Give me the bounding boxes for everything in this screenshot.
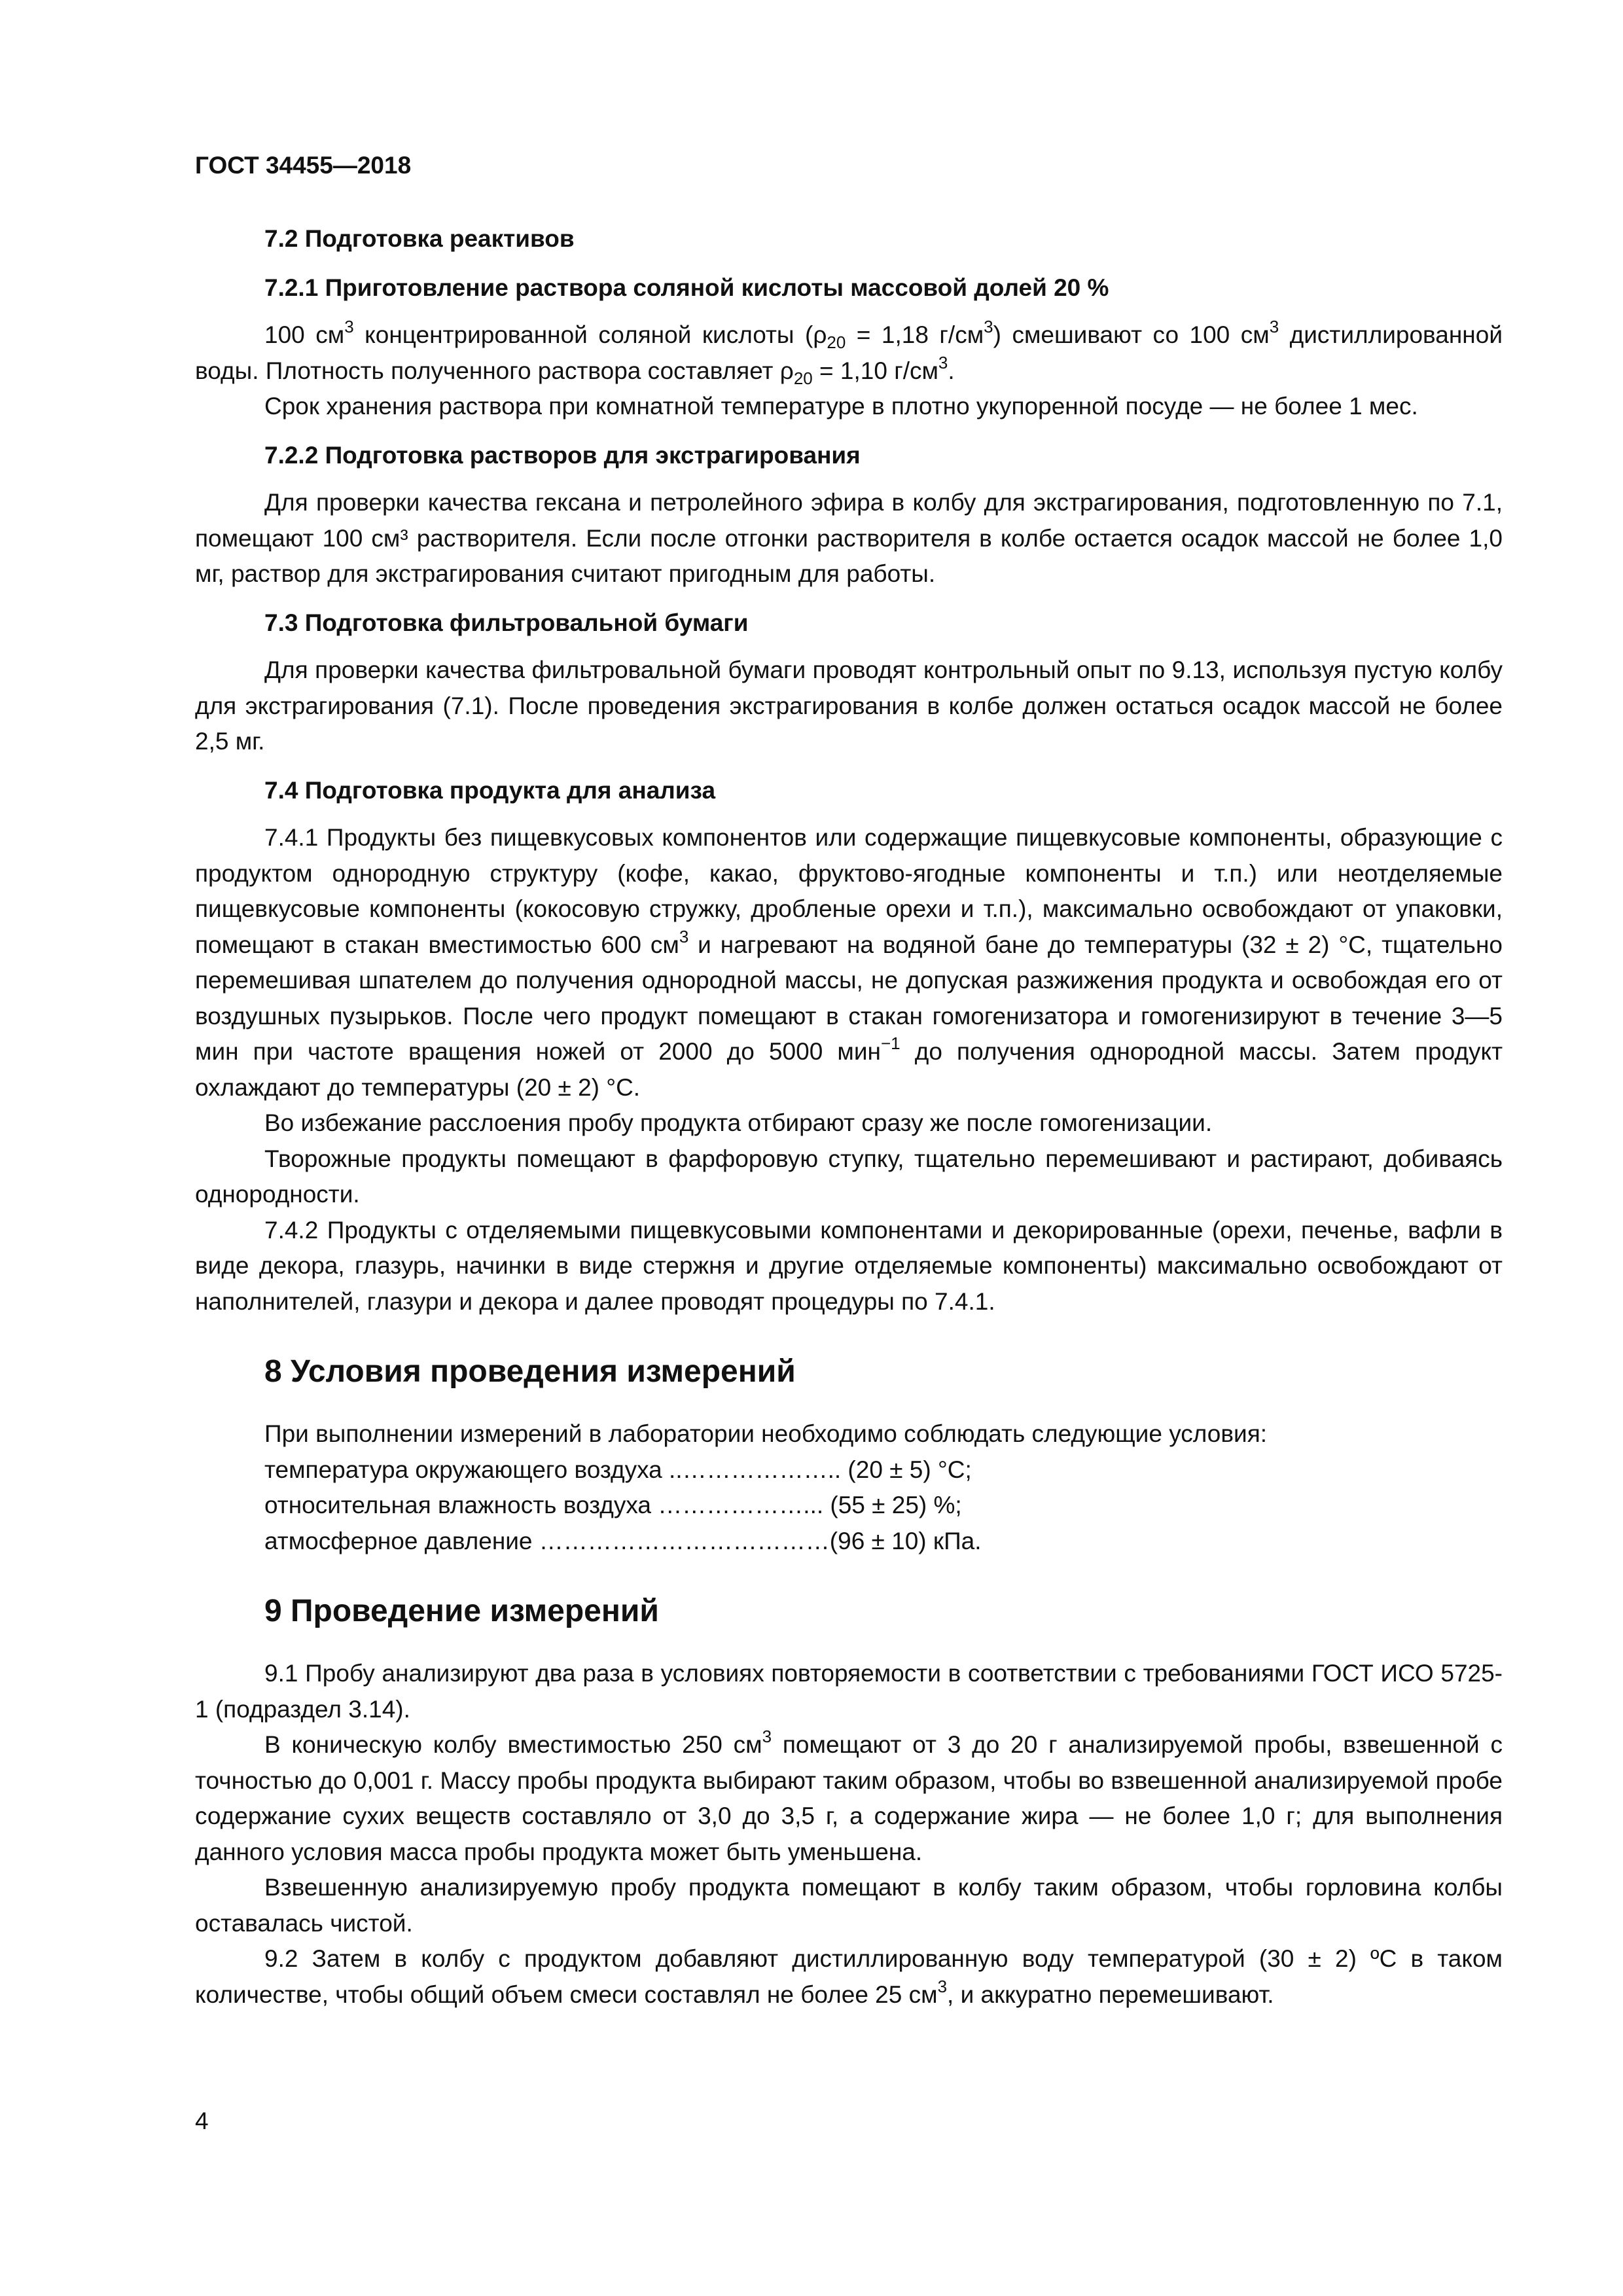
- condition-pressure: атмосферное давление ………………………………(96 ± 10) кПа.: [264, 1527, 982, 1554]
- paragraph-9-2: 9.2 Затем в колбу с продуктом добавляют дистиллированную воду температурой (30 ± 2) ºС в таком количестве, чтобы общий объем смеси составлял не более 25 $см^3$, и аккуратно перемешивают.: [195, 1945, 1503, 2008]
- section-8-heading: 8 Условия проведения измерений: [264, 1354, 796, 1389]
- paragraph-sample-placement: Взвешенную анализируемую пробу продукта помещают в колбу таким образом, чтобы горловина колбы оставалась чистой.: [195, 1874, 1503, 1937]
- section-7-2-1-heading: 7.2.1 Приготовление раствора соляной кислоты массовой долей 20 %: [264, 274, 1109, 301]
- paragraph-curd-products: Творожные продукты помещают в фарфоровую ступку, тщательно перемешивают и растирают, добиваясь однородности.: [195, 1145, 1503, 1208]
- document-code: ГОСТ 34455—2018: [195, 152, 412, 179]
- section-7-3-heading: 7.3 Подготовка фильтровальной бумаги: [264, 609, 749, 636]
- paragraph-filter-paper: Для проверки качества фильтровальной бумаги проводят контрольный опыт по 9.13, используя пустую колбу для экстрагирования (7.1). После проведения экстрагирования в колбе должен остаться осадок массой не более 2,5 мг.: [195, 656, 1503, 755]
- page-body: [195, 208, 1503, 2013]
- section-7-2-2-heading: 7.2.2 Подготовка растворов для экстрагирования: [264, 441, 861, 469]
- paragraph-9-1: 9.1 Пробу анализируют два раза в условиях повторяемости в соответствии с требованиями ГОСТ ИСО 5725-1 (подраздел 3.14).: [195, 1660, 1503, 1723]
- condition-humidity: относительная влажность воздуха ………………... (55 ± 25) %;: [264, 1492, 962, 1518]
- paragraph-sampling: Во избежание расслоения пробу продукта отбирают сразу же после гомогенизации.: [264, 1109, 1213, 1136]
- section-7-4-heading: 7.4 Подготовка продукта для анализа: [264, 776, 716, 804]
- paragraph-extraction-solutions: Для проверки качества гексана и петролейного эфира в колбу для экстрагирования, подготовленную по 7.1, помещают 100 см³ растворителя. Если после отгонки растворителя в колбе остается осадок массой не более 1,0 мг, раствор для экстрагирования считают пригодным для работы.: [195, 489, 1503, 587]
- paragraph-sample-weighing: В коническую колбу вместимостью 250 $см^3$ помещают от 3 до 20 г анализируемой пробы, взвешенной с точностью до 0,001 г. Массу пробы продукта выбирают таким образом, чтобы во взвешенной анализируемой пробе содержание сухих веществ составляло от 3,0 до 3,5 г, а содержание жира — не более 1,0 г; для выполнения данного условия масса пробы продукта может быть уменьшена.: [195, 1727, 1503, 1865]
- paragraph-7-4-1: 7.4.1 Продукты без пищевкусовых компонентов или содержащие пищевкусовые компоненты, образующие с продуктом однородную структуру (кофе, какао, фруктово-ягодные компоненты и т.п.) или неотделяемые пищевкусовые компоненты (кокосовую стружку, дробленые орехи и т.п.), максимально освобождают от упаковки, помещают в стакан вместимостью 600 $см^3$ и нагревают на водяной бане до температуры (32 ± 2) °С, тщательно перемешивая шпателем до получения однородной массы, не допуская разжижения продукта и освобождая его от воздушных пузырьков. После чего продукт помещают в стакан гомогенизатора и гомогенизируют в течение 3—5 мин при частоте вращения ножей от 2000 до 5000 мин$^{-1}$ до получения однородной массы. Затем продукт охлаждают до температуры (20 ± 2) °С.: [195, 824, 1503, 1101]
- paragraph-7-4-2: 7.4.2 Продукты с отделяемыми пищевкусовыми компонентами и декорированные (орехи, печенье, вафли в виде декора, глазурь, начинки в виде стержня и другие отделяемые компоненты) максимально освобождают от наполнителей, глазури и декора и далее проводят процедуры по 7.4.1.: [195, 1216, 1503, 1315]
- section-9-heading: 9 Проведение измерений: [264, 1594, 659, 1628]
- paragraph-storage-term: Срок хранения раствора при комнатной температуре в плотно укупоренной посуде — не более 1 мес.: [264, 393, 1418, 420]
- conditions-intro: При выполнении измерений в лаборатории необходимо соблюдать следующие условия:: [264, 1420, 1268, 1447]
- condition-temperature: температура окружающего воздуха ..……………….. (20 ± 5) °С;: [264, 1456, 972, 1483]
- paragraph-hcl-preparation: 100 $см^3$ концентрированной соляной кислоты ($\rho_{20} = 1,18$ $г/см^3$) смешивают со 100 $см^3$ дистиллированной воды. Плотность полученного раствора составляет $\rho_{20} = 1,10$ $г/см^3$.: [195, 317, 1503, 388]
- section-7-2-heading: 7.2 Подготовка реактивов: [264, 225, 575, 252]
- page-number: 4: [195, 2108, 209, 2134]
